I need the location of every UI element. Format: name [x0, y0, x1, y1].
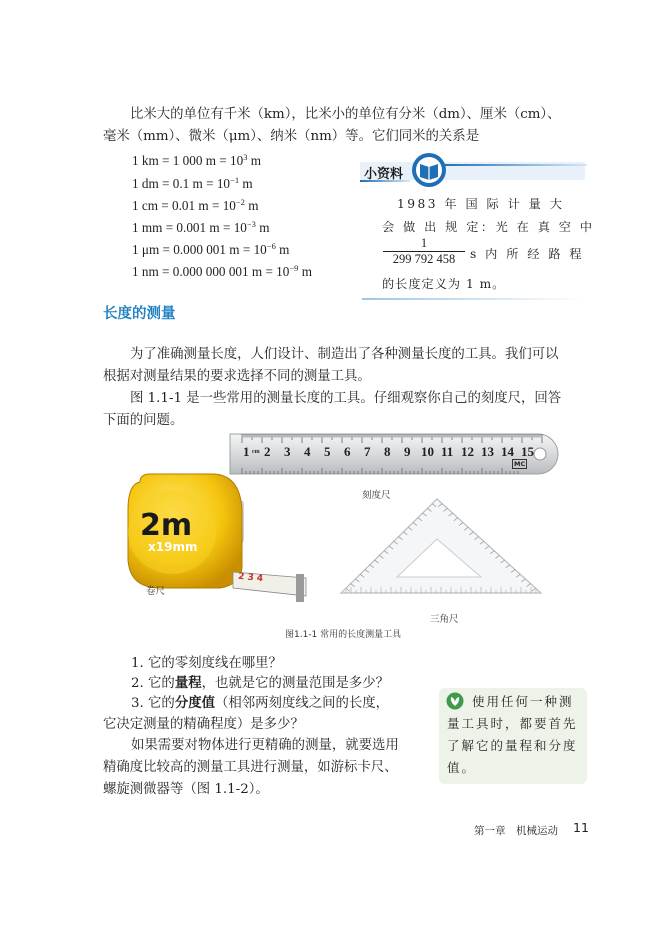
- measurement-paragraph-2: [103, 388, 590, 432]
- ruler-numbers: [243, 444, 534, 462]
- question-3: 3. 它的分度值（相邻两刻度线之间的长度，: [131, 696, 390, 711]
- sidebar-title: 小资料: [364, 167, 404, 182]
- question-3-line-2: 它决定测量的精确程度）是多少？: [103, 717, 304, 732]
- ruler-number-7: 7: [364, 444, 371, 459]
- tape-label: 卷尺: [146, 586, 166, 597]
- question-2: 2. 它的量程，也就是它的测量范围是多少？: [131, 676, 390, 691]
- tape-digits: 2 3 4: [237, 571, 264, 585]
- ruler-number-14: 14: [501, 444, 514, 459]
- measurement-paragraph-1: [103, 344, 590, 388]
- intro-line-2: 毫米（mm）、微米（μm）、纳米（nm）等。它们同米的关系是: [103, 129, 480, 144]
- equation-mm: 1 mm = 0.001 $m = 10^{-3}$ m: [132, 219, 270, 235]
- intro-line-1: 比米大的单位有千米（km），比米小的单位有分米（dm）、厘米（cm）、: [130, 107, 561, 122]
- ruler-number-1: 1: [243, 444, 250, 459]
- fraction-denominator: 299 792 458: [383, 251, 465, 267]
- ruler-brand: MC: [514, 460, 526, 468]
- leaf-icon: [446, 692, 464, 710]
- ruler-number-5: 5: [324, 444, 331, 459]
- tip-line-4: 值。: [447, 760, 477, 775]
- fraction: [383, 236, 465, 267]
- ruler-number-13: 13: [481, 444, 494, 459]
- ruler-number-3: 3: [284, 444, 291, 459]
- equation-cm: 1 cm = 0.01 $m = 10^{-2}$ m: [132, 197, 259, 213]
- ruler-unit: cm: [252, 449, 260, 455]
- equation-km: 1 km = 1 000 $m = 10^3$ m: [132, 152, 262, 168]
- chapter-title: 第一章 机械运动: [474, 825, 558, 837]
- book-icon: [410, 151, 448, 189]
- p1-line-2: 根据对测量结果的要求选择不同的测量工具。: [103, 369, 371, 384]
- section-heading: 长度的测量: [103, 306, 176, 322]
- term-division: 分度值: [174, 696, 215, 711]
- sidebar-line-3: s 内 所 经 路 程: [470, 247, 585, 261]
- ruler-number-4: 4: [304, 444, 311, 459]
- equation-dm: 1 dm = 0.1 $m = 10^{-1}$ m: [132, 175, 253, 191]
- tip-line-1: 使用任何一种测: [472, 694, 574, 709]
- term-range: 量程: [174, 676, 202, 691]
- p2-line-1: 图 1.1-1 是一些常用的测量长度的工具。仔细观察你自己的刻度尺，回答: [130, 391, 562, 406]
- fraction-numerator: 1: [420, 236, 428, 250]
- equation-nm: 1 nm = 0.000 000 001 $m = 10^{-9}$ m: [132, 263, 312, 279]
- tip-line-3: 了解它的量程和分度: [447, 738, 578, 753]
- page-number: 11: [573, 820, 589, 835]
- intro-paragraph: [103, 104, 590, 148]
- equation-um: 1 μm = 0.000 001 $m = 10^{-6}$ m: [132, 241, 290, 257]
- ruler-number-9: 9: [404, 444, 411, 459]
- ruler-number-6: 6: [344, 444, 351, 459]
- closing-line-1: 如果需要对物体进行更精确的测量，就要选用: [131, 738, 399, 753]
- sidebar-line-4: 的长度定义为 1 m。: [382, 277, 506, 291]
- ruler-number-2: 2: [264, 444, 271, 459]
- closing-line-3: 螺旋测微器等（图 1.1-2）。: [103, 782, 269, 797]
- ruler-number-11: 11: [441, 444, 454, 459]
- sidebar-line-1: 1983 年 国 际 计 量 大: [397, 197, 565, 211]
- closing-line-2: 精确度比较高的测量工具进行测量，如游标卡尺、: [103, 760, 398, 775]
- tape-small-label: x19mm: [148, 540, 198, 554]
- triangle-label: 三角尺: [430, 614, 459, 625]
- ruler-number-15: 15: [521, 444, 534, 459]
- tape-big-label: 2m: [140, 508, 193, 543]
- closing-paragraph: [103, 735, 423, 801]
- ruler-label: 刻度尺: [362, 490, 391, 501]
- ruler-number-10: 10: [421, 444, 434, 459]
- p2-line-2: 下面的问题。: [103, 413, 184, 428]
- ruler-number-8: 8: [384, 444, 391, 459]
- p1-line-1: 为了准确测量长度，人们设计、制造出了各种测量长度的工具。我们可以: [130, 347, 559, 362]
- sidebar-line-2: 会 做 出 规 定：光 在 真 空 中: [382, 220, 595, 234]
- tip-line-2: 量工具时，都要首先: [447, 716, 578, 731]
- question-1: 1. 它的零刻度线在哪里？: [131, 656, 282, 671]
- triangle-ruler: [335, 495, 547, 599]
- figure-caption: 图1.1-1 常用的长度测量工具: [285, 630, 402, 640]
- ruler-number-12: 12: [461, 444, 474, 459]
